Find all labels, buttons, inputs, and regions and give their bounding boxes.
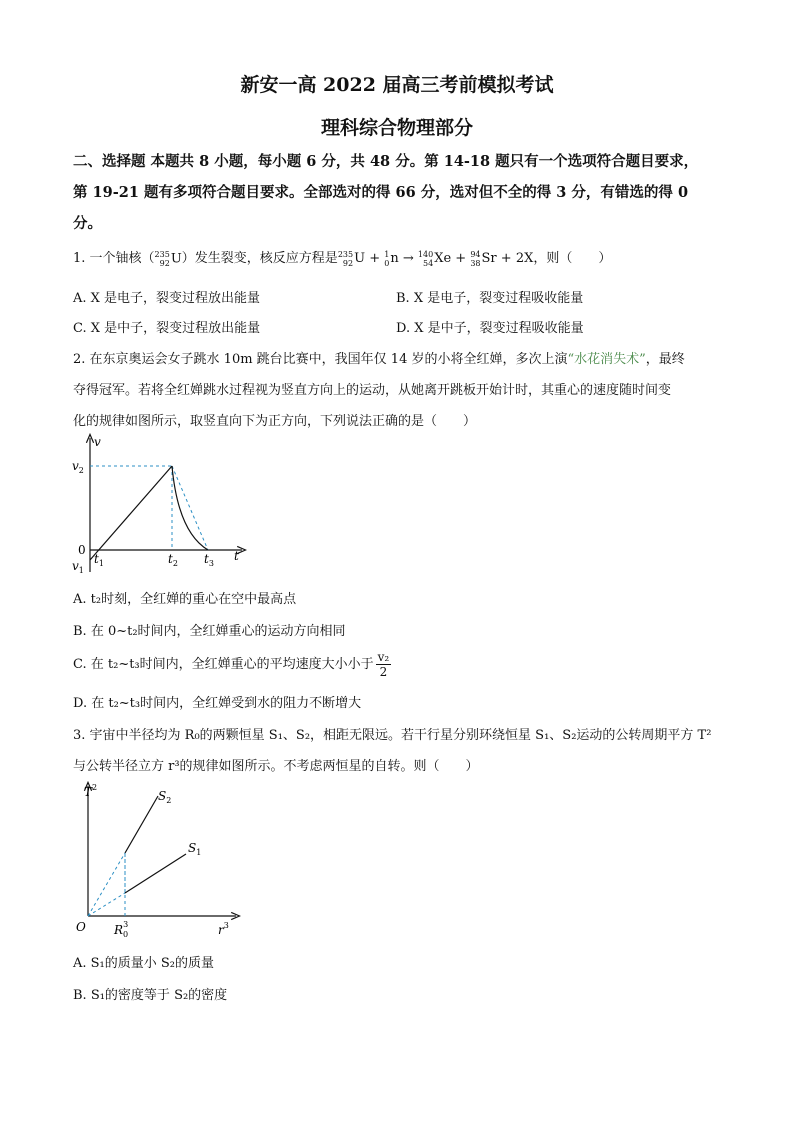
v2-label: $v_2$: [72, 459, 84, 475]
question-3-stem-line2: 与公转半径立方 r³的规律如图所示。不考虑两恒星的自转。则（ ）: [73, 759, 479, 774]
q1-option-b[interactable]: B. X 是电子，裂变过程吸收能量: [396, 291, 584, 306]
linear-decel-guide: [172, 466, 208, 550]
section-instruction-line2: 第 19-21 题有多项符合题目要求。全部选对的得 66 分，选对但不全的得 3 分，有错选的得 0: [73, 184, 689, 201]
q3-option-b[interactable]: B. S₁的密度等于 S₂的密度: [73, 988, 228, 1003]
r0-cubed-label: $R_03$: [114, 920, 129, 939]
v-axis-label: v: [94, 435, 101, 449]
exam-subtitle: 理科综合物理部分: [320, 117, 473, 139]
question-2-stem-line2: 夺得冠军。若将全红婵跳水过程视为竖直方向上的运动，从她离开跳板开始计时，其重心的速度随时间变: [73, 383, 672, 398]
period-radius-graph: [70, 780, 242, 940]
t-axis-label: t: [234, 549, 239, 563]
origin-label: O: [76, 920, 86, 934]
q2-option-b[interactable]: B. 在 0~t₂时间内，全红婵重心的运动方向相同: [73, 624, 346, 639]
t2-label: $t_2$: [168, 552, 178, 568]
reaction-equation: 235 92 U + 1 0 n → 140 54 Xe + 94 38 Sr + 2X: [337, 249, 534, 268]
r3-axis-label: $r^3$: [218, 921, 229, 937]
question-2-stem-line3: 化的规律如图所示，取竖直向下为正方向，下列说法正确的是（ ）: [73, 414, 477, 429]
s1-label: $S_1$: [188, 841, 202, 857]
s1-dashed-segment: [88, 893, 125, 916]
question-2-stem-line1: 2. 在东京奥运会女子跳水 10m 跳台比赛中，我国年仅 14 岁的小将全红婵，多次上演“水花消失术”，最终: [73, 352, 685, 367]
question-1-stem: 1. 一个铀核（ 235 92 U）发生裂变，核反应方程是 235 92 U + 1 0 n → 140 54 Xe + 94 38 Sr + 2X，则（ ）: [73, 249, 612, 268]
q2-option-d[interactable]: D. 在 t₂~t₃时间内，全红婵受到水的阻力不断增大: [73, 696, 362, 711]
s1-line: [125, 854, 186, 893]
section-instruction-line3: 分。: [73, 215, 102, 232]
q1-option-d[interactable]: D. X 是中子，裂变过程吸收能量: [396, 321, 584, 336]
q1-option-a[interactable]: A. X 是电子，裂变过程放出能量: [73, 291, 261, 306]
q2-option-c[interactable]: C. 在 t₂~t₃时间内，全红婵重心的平均速度大小小于 $\frac{\text{v₂}}{2}$: [73, 650, 390, 679]
exam-title: 新安一高 2022 届高三考前模拟考试: [240, 74, 554, 96]
origin-label: 0: [78, 543, 86, 557]
section-instruction-line1: 二、选择题 本题共 8 小题，每小题 6 分，共 48 分。第 14-18 题只有一个选项符合题目要求，: [73, 153, 699, 170]
t2-axis-label: $T^2$: [84, 783, 98, 799]
rising-segment: [90, 466, 172, 560]
s2-label: $S_2$: [158, 789, 172, 805]
uranium-nuclide: 235 92 U: [154, 249, 182, 268]
t3-label: $t_3$: [204, 552, 214, 568]
question-3-stem-line1: 3. 宇宙中半径均为 R₀的两颗恒星 S₁、S₂，相距无限远。若干行星分别环绕恒星 S₁、S₂运动的公转周期平方 T²: [73, 728, 712, 743]
q2-option-a[interactable]: A. t₂时刻，全红婵的重心在空中最高点: [73, 592, 297, 607]
s2-line: [125, 796, 158, 853]
s2-dashed-segment: [88, 853, 125, 916]
velocity-time-graph: [70, 432, 250, 580]
t1-label: $t_1$: [94, 552, 104, 568]
q3-option-a[interactable]: A. S₁的质量小 S₂的质量: [73, 956, 215, 971]
v1-label: $v_1$: [72, 559, 84, 575]
q1-option-c[interactable]: C. X 是中子，裂变过程放出能量: [73, 321, 261, 336]
